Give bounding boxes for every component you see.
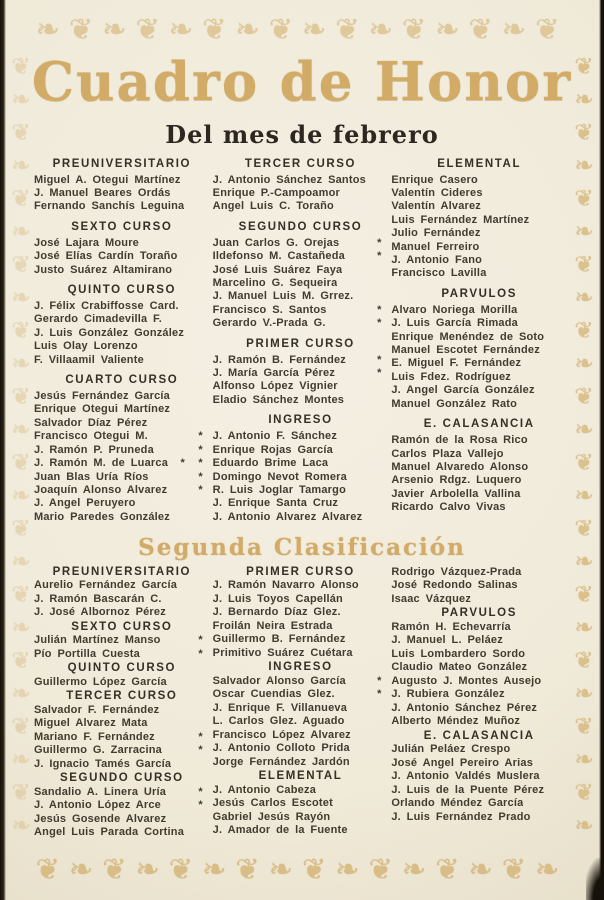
student-name: Alfonso López Vignier	[212, 380, 338, 393]
student-name-row	[213, 367, 389, 380]
course-heading: SEGUNDO CURSO	[238, 220, 363, 233]
student-name: Oscar Cuendias Glez.	[212, 688, 335, 701]
student-name: J. José Albornoz Pérez	[34, 606, 166, 619]
student-name-row	[391, 474, 567, 487]
student-name-row	[34, 497, 210, 510]
student-name-row	[34, 579, 210, 593]
student-name-row	[391, 331, 567, 344]
student-name-row	[391, 743, 567, 757]
student-name: E. Miguel F. Fernández	[391, 357, 522, 370]
student-name: Ramón de la Rosa Rico	[391, 434, 528, 447]
student-name-row	[391, 174, 567, 187]
honor-asterisk: *	[198, 634, 207, 647]
student-name: Enrique Rojas García	[212, 443, 333, 456]
student-name-row	[213, 237, 389, 250]
student-name: Julián Peláez Crespo	[391, 743, 511, 756]
honor-asterisk: *	[377, 317, 386, 330]
student-name: J. Angel García González	[391, 384, 535, 397]
student-name-row	[34, 704, 210, 718]
student-name: J. Félix Crabiffosse Card.	[34, 300, 179, 313]
student-name-row	[34, 327, 210, 340]
student-name: J. Luis Toyos Capellán	[212, 592, 343, 605]
student-name-row	[213, 174, 389, 187]
honor-asterisk: *	[377, 236, 386, 249]
student-name-row	[34, 174, 210, 187]
student-name: Angel Luis C. Toraño	[212, 200, 334, 213]
student-name: Mario Paredes González	[34, 510, 170, 523]
student-name: Mariano F. Fernández	[34, 730, 155, 743]
student-name-row	[391, 187, 567, 200]
student-name: Manuel Escotet Fernández	[391, 344, 540, 357]
student-name: J. Rubiera González	[391, 688, 505, 701]
student-name-row	[34, 484, 210, 497]
student-name-row	[391, 688, 567, 702]
student-name-row	[213, 187, 389, 200]
student-name-row	[391, 241, 567, 254]
student-name: Fernando Sanchís Leguina	[34, 200, 185, 213]
student-name: Enrique P.-Campoamor	[212, 187, 340, 199]
student-name: José Redondo Salinas	[391, 579, 518, 592]
column-3	[391, 157, 570, 525]
student-name-row	[213, 380, 389, 393]
course-heading: QUINTO CURSO	[67, 662, 177, 675]
course-heading: SEGUNDO CURSO	[60, 772, 184, 785]
student-name-row	[213, 729, 389, 743]
floral-border-right-icon	[571, 54, 597, 844]
second-classification-heading: Segunda Clasificación	[138, 534, 466, 562]
student-name-row	[34, 786, 210, 800]
honor-asterisk: *	[377, 688, 386, 701]
student-name: Enrique Menéndez de Soto	[391, 330, 545, 343]
student-name-row	[391, 661, 567, 675]
student-name-row	[34, 826, 210, 840]
student-name: J. Antonio Valdés Muslera	[391, 770, 540, 783]
student-name-row	[34, 758, 210, 772]
student-name-row	[213, 797, 389, 811]
course-heading: INGRESO	[268, 661, 333, 674]
student-name: J. Bernardo Díaz Glez.	[212, 606, 341, 619]
student-name: Salvador Díaz Pérez	[34, 416, 148, 429]
student-name-row	[391, 398, 567, 411]
student-name-row	[391, 344, 567, 357]
student-name-row	[391, 227, 567, 240]
floral-border-left-icon	[8, 54, 34, 844]
student-name: J. Ramón Navarro Alonso	[212, 579, 359, 592]
student-name-row	[34, 264, 210, 277]
student-name: Jorge Fernández Jardón	[212, 755, 350, 768]
student-name: Javier Arbolella Vallina	[391, 487, 521, 500]
student-name-row	[391, 317, 567, 330]
honor-asterisk: *	[198, 744, 207, 757]
student-name-row	[391, 757, 567, 771]
page-title: Cuadro de Honor	[31, 51, 573, 113]
student-name: Francisco S. Santos	[212, 303, 327, 316]
student-name-row	[213, 811, 389, 825]
student-name: Luis Olay Lorenzo	[34, 340, 138, 353]
course-heading: SEXTO CURSO	[71, 220, 173, 233]
scan-corner-shadow	[586, 858, 604, 900]
student-name-row	[213, 200, 389, 213]
student-name: Carlos Plaza Vallejo	[391, 447, 504, 460]
student-name: Julián Martínez Manso	[34, 634, 161, 647]
student-name: L. Carlos Glez. Aguado	[212, 715, 345, 728]
student-name: J. Amador de la Fuente	[212, 824, 348, 837]
student-name: Rodrigo Vázquez-Prada	[391, 565, 522, 578]
student-name: J. Ramón M. de Luarca	[34, 457, 169, 470]
student-name: José Elías Cardín Toraño	[34, 250, 178, 263]
student-name: J. María García Pérez	[212, 367, 336, 380]
honor-asterisk: *	[198, 483, 207, 496]
first-classification-columns	[34, 157, 570, 525]
student-name-row	[391, 702, 567, 716]
student-name: José Angel Pereiro Arias	[391, 756, 534, 769]
student-name-row	[34, 511, 210, 524]
student-name-row	[34, 471, 210, 484]
honor-asterisk: *	[198, 443, 207, 456]
student-name-row	[391, 579, 567, 593]
course-heading: E. CALASANCIA	[423, 729, 535, 742]
student-name: Justo Suárez Altamirano	[34, 263, 173, 276]
student-name-row	[34, 444, 210, 457]
student-name-row	[391, 357, 567, 370]
student-name-row	[391, 267, 567, 280]
student-name-row	[34, 593, 210, 607]
course-heading: CUARTO CURSO	[65, 374, 179, 387]
student-name-row	[213, 756, 389, 770]
student-name: J. Angel Peruyero	[34, 497, 136, 510]
student-name-row	[34, 457, 210, 470]
student-name: Jesús Gosende Alvarez	[34, 812, 167, 825]
student-name-row	[34, 354, 210, 367]
student-name: Manuel Ferreiro	[391, 240, 480, 253]
student-name: Aurelio Fernández García	[34, 579, 178, 592]
student-name-row	[213, 633, 389, 647]
student-name: J. Ramón Bascarán C.	[34, 592, 162, 605]
student-name-row	[213, 317, 389, 330]
student-name-row	[391, 448, 567, 461]
student-name: Salvador Alonso García	[212, 674, 346, 687]
student-name-row	[391, 214, 567, 227]
honor-asterisk: *	[377, 353, 386, 366]
student-name: Jesús Fernández García	[34, 390, 170, 403]
student-name: Marcelino G. Sequeira	[212, 277, 338, 290]
student-name: Angel Luis Parada Cortina	[34, 826, 185, 839]
student-name: R. Luis Joglar Tamargo	[212, 483, 347, 496]
student-name-row	[213, 675, 389, 689]
honor-asterisk: *	[198, 799, 207, 812]
student-name: J. Manuel Luis M. Grrez.	[212, 290, 354, 303]
student-name-row	[213, 304, 389, 317]
course-heading: PARVULOS	[441, 607, 517, 620]
student-name-row	[213, 511, 389, 524]
student-name: F. Villaamil Valiente	[34, 353, 144, 366]
student-name-row	[34, 731, 210, 745]
student-name: J. Luis Fernández Prado	[391, 810, 531, 823]
student-name: Primitivo Suárez Cuétara	[212, 646, 353, 659]
course-heading: ELEMENTAL	[437, 157, 522, 170]
student-name: Arsenio Rdgz. Luquero	[391, 474, 522, 487]
column-3	[391, 566, 570, 840]
student-name-row	[213, 290, 389, 303]
floral-border-bottom-icon	[14, 848, 590, 890]
student-name-row	[213, 784, 389, 798]
student-name: J. Antonio Sánchez Pérez	[391, 701, 538, 714]
student-name: J. Luis González González	[34, 326, 185, 339]
honor-asterisk: *	[198, 470, 207, 483]
student-name-row	[34, 799, 210, 813]
student-name: J. Ignacio Tamés García	[34, 757, 172, 770]
course-heading: TERCER CURSO	[66, 690, 178, 703]
student-name: Guillermo López García	[34, 675, 167, 688]
student-name-row	[213, 620, 389, 634]
student-name-row	[34, 744, 210, 758]
student-name: Juan Blas Uría Ríos	[34, 470, 149, 483]
honor-asterisk: *	[198, 430, 207, 443]
student-name: J. Antonio Sánchez Santos	[212, 173, 366, 186]
column-1	[34, 157, 213, 525]
student-name-row	[34, 300, 210, 313]
student-name-row	[213, 497, 389, 510]
student-name: Gerardo Cimadevilla F.	[34, 313, 162, 326]
honor-asterisk: *	[377, 367, 386, 380]
student-name: J. Manuel L. Peláez	[391, 634, 503, 647]
student-name-row	[34, 340, 210, 353]
student-name-row	[391, 501, 567, 514]
column-1	[34, 566, 213, 840]
student-name-row	[34, 200, 210, 213]
student-name-row	[34, 403, 210, 416]
course-heading: PRIMER CURSO	[246, 565, 355, 578]
student-name-row	[213, 430, 389, 443]
student-name-row	[213, 742, 389, 756]
student-name: Isaac Vázquez	[391, 592, 472, 605]
course-heading: PREUNIVERSITARIO	[52, 157, 192, 170]
student-name-row	[391, 371, 567, 384]
student-name: Augusto J. Montes Ausejo	[391, 674, 542, 687]
course-heading: INGRESO	[268, 414, 333, 427]
student-name: J. Antonio Cabeza	[212, 783, 317, 796]
student-name-row	[391, 488, 567, 501]
student-name: J. Antonio López Arce	[34, 799, 162, 812]
student-name: Francisco Lavilla	[391, 267, 487, 280]
student-name: Eladio Sánchez Montes	[212, 393, 345, 406]
student-name-row	[391, 254, 567, 267]
column-2	[213, 157, 392, 525]
student-name-row	[391, 461, 567, 474]
student-name: J. Enrique Santa Cruz	[212, 497, 339, 510]
student-name: Enrique Otegui Martínez	[34, 403, 171, 416]
student-name: Guillermo B. Fernández	[212, 633, 346, 646]
student-name: Froilán Neira Estrada	[212, 619, 333, 632]
student-name-row	[213, 484, 389, 497]
student-name-row	[391, 593, 567, 607]
student-name: Pío Portilla Cuesta	[34, 647, 140, 660]
course-heading: E. CALASANCIA	[423, 418, 535, 431]
student-name-row	[34, 313, 210, 326]
student-name: Ricardo Calvo Vivas	[391, 501, 506, 514]
student-name-row	[34, 237, 210, 250]
course-heading: ELEMENTAL	[258, 770, 343, 783]
honor-asterisk: *	[198, 785, 207, 798]
course-heading: TERCER CURSO	[244, 157, 357, 170]
student-name: J. Antonio Alvarez Alvarez	[212, 510, 363, 523]
student-name-row	[213, 702, 389, 716]
student-name-row	[213, 444, 389, 457]
student-name: Valentín Alvarez	[391, 200, 482, 213]
student-name-row	[213, 688, 389, 702]
student-name-row	[391, 675, 567, 689]
student-name-row	[391, 621, 567, 635]
student-name: Jesús Carlos Escotet	[212, 797, 333, 810]
page-subtitle: Del mes de febrero	[165, 120, 439, 149]
student-name: Alvaro Noriega Morilla	[391, 303, 518, 316]
student-name-row	[213, 471, 389, 484]
student-name-row	[213, 354, 389, 367]
honor-asterisk: * *	[180, 457, 207, 470]
student-name: Claudio Mateo González	[391, 661, 528, 674]
student-name: J. Antonio Fano	[391, 254, 483, 267]
student-name: J. Luis García Rimada	[391, 317, 518, 330]
student-name: Salvador F. Fernández	[34, 703, 160, 716]
student-name-row	[34, 648, 210, 662]
student-name-row	[391, 784, 567, 798]
student-name: Gabriel Jesús Rayón	[212, 810, 331, 823]
student-name: Julio Fernández	[391, 227, 481, 240]
student-name: J. Antonio Colloto Prida	[212, 742, 350, 755]
second-classification-columns	[34, 566, 570, 840]
student-name-row	[34, 187, 210, 200]
student-name-row	[34, 390, 210, 403]
student-name-row	[391, 384, 567, 397]
student-name: Francisco López Alvarez	[212, 728, 351, 741]
honor-asterisk: *	[377, 250, 386, 263]
student-name-row	[34, 813, 210, 827]
student-name-row	[213, 277, 389, 290]
student-name-row	[213, 457, 389, 470]
student-name-row	[213, 824, 389, 838]
student-name-row	[34, 717, 210, 731]
student-name-row	[213, 250, 389, 263]
student-name-row	[213, 394, 389, 407]
student-name-row	[34, 430, 210, 443]
student-name: J. Antonio F. Sánchez	[212, 430, 338, 443]
student-name: Enrique Casero	[391, 173, 478, 186]
honor-asterisk: *	[198, 647, 207, 660]
student-name: Luis Lombardero Sordo	[391, 647, 526, 660]
student-name: J. Ramón B. Fernández	[212, 353, 347, 366]
student-name-row	[391, 566, 567, 580]
student-name: Ildefonso M. Castañeda	[212, 250, 345, 263]
student-name: Manuel Alvaredo Alonso	[391, 460, 529, 473]
student-name-row	[213, 606, 389, 620]
student-name-row	[391, 797, 567, 811]
student-name: Domingo Nevot Romera	[212, 470, 347, 483]
student-name-row	[391, 634, 567, 648]
student-name-row	[391, 434, 567, 447]
student-name: Orlando Méndez García	[391, 797, 524, 810]
student-name: Eduardo Brime Laca	[212, 457, 329, 470]
student-name: Guillermo G. Zarracina	[34, 744, 162, 757]
student-name: Luis Fernández Martínez	[391, 213, 530, 226]
student-name: Juan Carlos G. Orejas	[212, 236, 340, 249]
student-name-row	[34, 634, 210, 648]
student-name-row	[34, 676, 210, 690]
honor-asterisk: *	[198, 730, 207, 743]
honor-asterisk: *	[377, 303, 386, 316]
student-name-row	[391, 200, 567, 213]
student-name-row	[34, 417, 210, 430]
student-name: Luis Fdez. Rodríguez	[391, 370, 511, 383]
course-heading: SEXTO CURSO	[71, 620, 173, 633]
course-heading: QUINTO CURSO	[67, 284, 177, 297]
student-name: Ramón H. Echevarría	[391, 620, 511, 633]
student-name: Sandalio A. Linera Uría	[34, 785, 167, 798]
student-name: José Lajara Moure	[34, 236, 139, 249]
student-name-row	[391, 715, 567, 729]
student-name-row	[213, 715, 389, 729]
student-name-row	[391, 304, 567, 317]
student-name: Gerardo V.-Prada G.	[212, 317, 326, 330]
column-2	[213, 566, 392, 840]
student-name: J. Enrique F. Villanueva	[212, 701, 348, 714]
student-name-row	[213, 264, 389, 277]
student-name: Valentín Cideres	[391, 187, 483, 199]
student-name-row	[34, 606, 210, 620]
course-heading: PRIMER CURSO	[246, 337, 355, 350]
student-name: Manuel González Rato	[391, 397, 518, 410]
honor-asterisk: *	[377, 674, 386, 687]
student-name: J. Luis de la Puente Pérez	[391, 783, 545, 796]
student-name-row	[213, 579, 389, 593]
student-name-row	[34, 250, 210, 263]
student-name: Alberto Méndez Muñoz	[391, 715, 521, 728]
student-name-row	[391, 811, 567, 825]
student-name: José Luis Suárez Faya	[212, 263, 343, 276]
student-name-row	[391, 648, 567, 662]
student-name-row	[391, 770, 567, 784]
student-name: Francisco Otegui M.	[34, 430, 148, 443]
student-name: J. Ramón P. Pruneda	[34, 443, 154, 456]
student-name: Joaquín Alonso Alvarez	[34, 483, 168, 496]
student-name: Miguel A. Otegui Martínez	[34, 173, 181, 186]
floral-border-top-icon	[14, 8, 590, 50]
student-name-row	[213, 647, 389, 661]
student-name: Miguel Alvarez Mata	[34, 717, 148, 730]
student-name: J. Manuel Beares Ordás	[34, 187, 171, 199]
course-heading: PARVULOS	[441, 287, 517, 300]
course-heading: PREUNIVERSITARIO	[52, 565, 192, 578]
student-name-row	[213, 593, 389, 607]
